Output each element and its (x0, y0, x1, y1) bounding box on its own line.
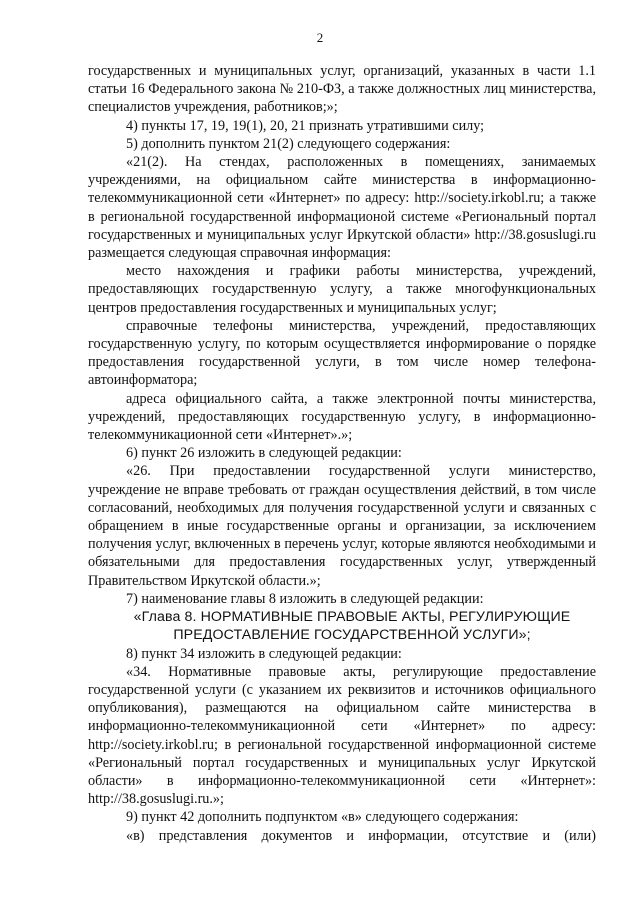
paragraph-7: адреса официального сайта, а также электронной почты министерства, учреждений, предоставляющих государственную услугу, в информационно-телекоммуникационной сети «Интернет».»; (88, 390, 596, 444)
paragraph-12: «34. Нормативные правовые акты, регулирующие предоставление государственной услуги (с указанием их реквизитов и источников официального опубликования), размещаются на официальном сайте министерства в информационно-телекоммуникационной сети «Интернет» по адресу: http://society.irkobl.ru; в региональной государственной информационной системе «Региональный портал государственных и муниципальных услуг Иркутской области» в информационно-телекоммуникационной сети «Интернет»: http://38.gosuslugi.ru.»; (88, 663, 596, 808)
paragraph-13: 9) пункт 42 дополнить подпунктом «в» следующего содержания: (126, 809, 519, 826)
paragraph-4: «21(2). На стендах, расположенных в помещениях, занимаемых учреждениями, на официальном сайте министерства в информационно-телекоммуникационной сети «Интернет» по адресу: http://society.irkobl.ru; а также в региональной государственной информационой системе «Региональный портал государственных и муниципальных услуг Иркутской области» http://38.gosuslugi.ru размещается следующая справочная информация: (88, 154, 596, 262)
page-number: 2 (316, 30, 324, 45)
paragraph-8: 6) пункт 26 изложить в следующей редакции: (126, 445, 402, 462)
paragraph-9: «26. При предоставлении государственной услуги министерство, учреждение не вправе требовать от граждан осуществления действий, в том числе согласований, необходимых для получения государственной услуги и связанных с обращением в иные государственные органы и организации, за исключением получения услуг, включенных в перечень услуг, которые являются необходимыми и обязательными для предоставления государственных услуг, утвержденный Правительством Иркутской области.»; (88, 463, 596, 589)
paragraph-14: «в) представления документов и информации, отсутствие и (или) (126, 827, 596, 844)
chapter-heading-line-2: ПРЕДОСТАВЛЕНИЕ ГОСУДАРСТВЕННОЙ УСЛУГИ»; (173, 627, 531, 644)
paragraph-5: место нахождения и графики работы министерства, учреждений, предоставляющих государственную услугу, а также многофункциональных центров предоставления государственных и муниципальных услуг; (88, 263, 596, 316)
paragraph-3: 5) дополнить пунктом 21(2) следующего содержания: (126, 135, 451, 152)
paragraph-6: справочные телефоны министерства, учреждений, предоставляющих государственную услугу, по которым осуществляется информирование о порядке предоставления государственной услуги, в том числе номер телефона-автоинформатора; (88, 317, 596, 389)
paragraph-11: 8) пункт 34 изложить в следующей редакции: (126, 645, 402, 662)
document-body (88, 62, 596, 845)
chapter-heading (88, 608, 596, 644)
paragraph-2: 4) пункты 17, 19, 19(1), 20, 21 признать утратившими силу; (126, 117, 485, 134)
chapter-heading-line-1: «Глава 8. НОРМАТИВНЫЕ ПРАВОВЫЕ АКТЫ, РЕГУЛИРУЮЩИЕ (133, 609, 571, 626)
paragraph-10: 7) наименование главы 8 изложить в следующей редакции: (126, 590, 484, 607)
paragraph-1: государственных и муниципальных услуг, организаций, указанных в части 1.1 статьи 16 Федерального закона № 210-ФЗ, а также должностных лиц министерства, специалистов учреждения, работников;»; (88, 63, 596, 116)
